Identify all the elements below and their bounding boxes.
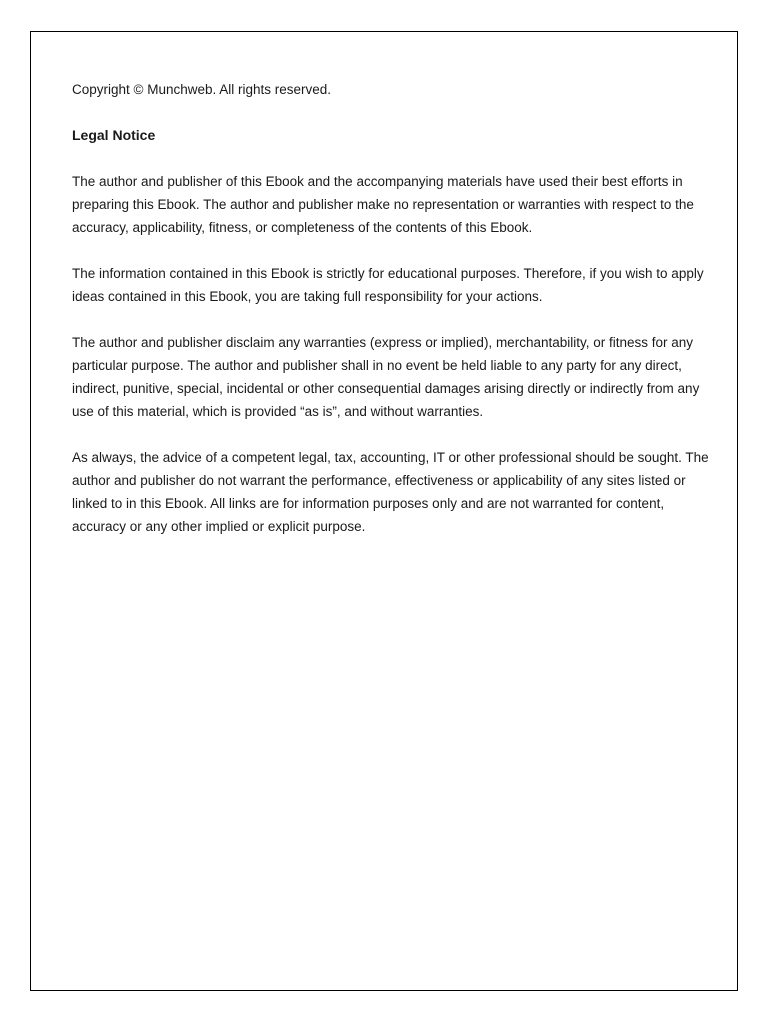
paragraph-1: The author and publisher of this Ebook and the accompanying materials have used their best efforts in preparing this Ebook. The author and publisher make no representation or warranties with respect to the accuracy, applicability, fitness, or completeness of the contents of this Ebook. (72, 174, 694, 235)
legal-notice-heading: Legal Notice (72, 127, 156, 143)
page-frame (30, 31, 738, 991)
copyright-notice: Copyright © Munchweb. All rights reserved. (72, 82, 332, 97)
page-content (72, 78, 712, 561)
paragraph-4: As always, the advice of a competent legal, tax, accounting, IT or other professional should be sought. The author and publisher do not warrant the performance, effectiveness or applicability of any sites listed or linked to in this Ebook. All links are for information purposes only and are not warranted for content, accuracy or any other implied or explicit purpose. (72, 450, 709, 534)
paragraph-3: The author and publisher disclaim any warranties (express or implied), merchantability, or fitness for any particular purpose. The author and publisher shall in no event be held liable to any party for any direct, indirect, punitive, special, incidental or other consequential damages arising directly or indirectly from any use of this material, which is provided “as is”, and without warranties. (72, 335, 700, 419)
paragraph-2: The information contained in this Ebook is strictly for educational purposes. Therefore, if you wish to apply ideas contained in this Ebook, you are taking full responsibility for your actions. (72, 266, 704, 304)
